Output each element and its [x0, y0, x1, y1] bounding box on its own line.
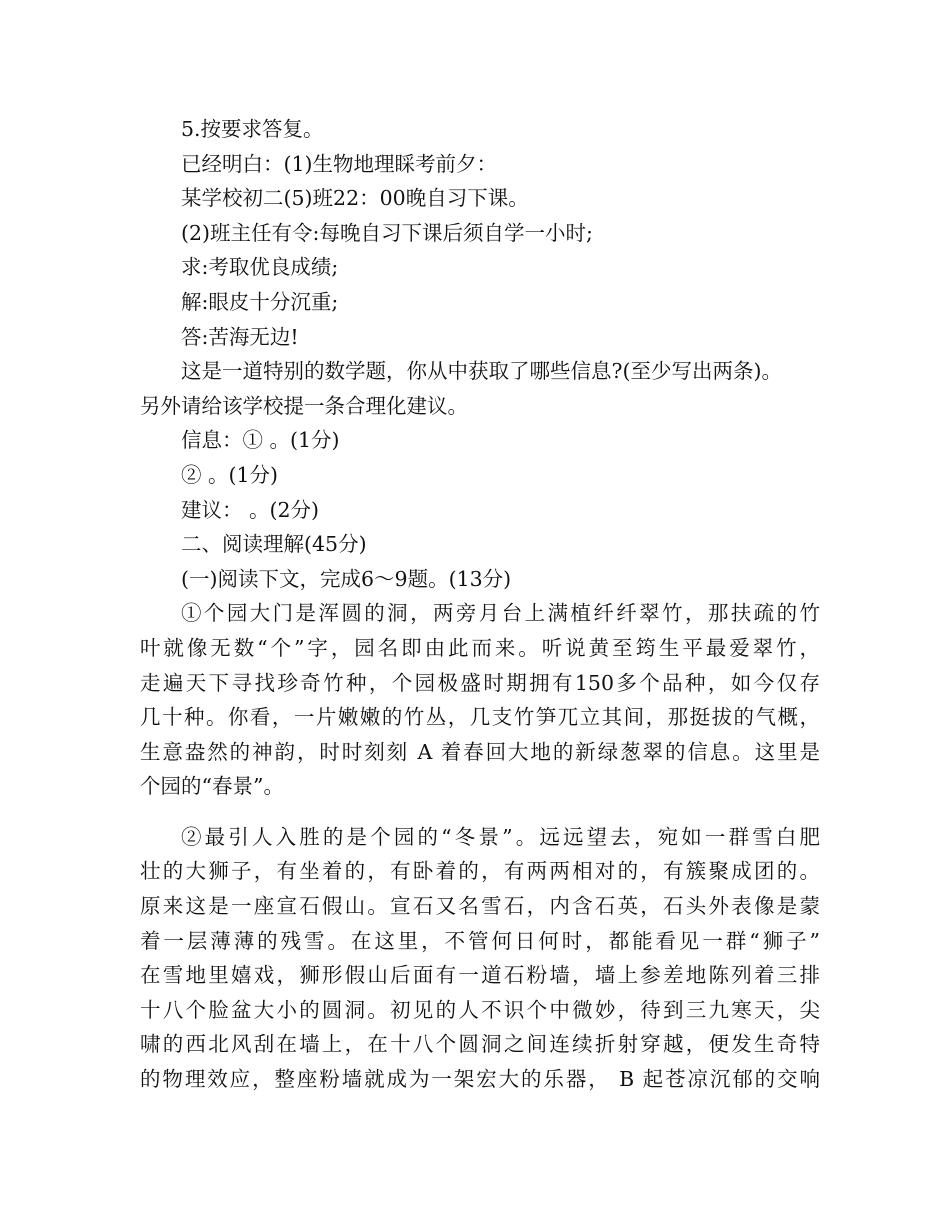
text-line: 二、阅读理解(45分) — [181, 532, 367, 557]
text-line: (2)班主任有令:每晚自习下课后须自学一小时; — [181, 220, 593, 245]
text-line: 某学校初二(5)班22：00晚自习下课。 — [181, 186, 529, 211]
text-line: 走遍天下寻找珍奇竹种，个园极盛时期拥有150多个品种，如今仅存 — [140, 670, 820, 695]
text-line: 生意盎然的神韵，时时刻刻 A 着春回大地的新绿葱翠的信息。这里是 — [140, 739, 820, 764]
text-line: 个园的“春景”。 — [140, 774, 284, 799]
text-line: 啸的西北风刮在墙上，在十八个圆洞之间连续折射穿越，便发生奇特 — [140, 1032, 820, 1057]
text-line: 已经明白：(1)生物地理睬考前夕： — [181, 151, 498, 176]
text-line: 建议： 。(2分) — [181, 497, 320, 522]
text-line: 壮的大狮子，有坐着的，有卧着的，有两两相对的，有簇聚成团的。 — [140, 859, 820, 884]
text-line: 这是一道特别的数学题，你从中获取了哪些信息?(至少写出两条)。 — [181, 359, 782, 384]
text-line: 在雪地里嬉戏，狮形假山后面有一道石粉墙，墙上参差地陈列着三排 — [140, 963, 820, 988]
text-line: ② 。(1分) — [181, 462, 279, 487]
document-body — [140, 112, 820, 1097]
text-line: 信息：① 。(1分) — [181, 428, 340, 453]
text-line: ①个园大门是浑圆的洞，两旁月台上满植纤纤翠竹，那扶疏的竹 — [181, 601, 820, 626]
text-line: 的物理效应，整座粉墙就成为一架宏大的乐器， B 起苍凉沉郁的交响 — [140, 1067, 820, 1092]
text-line: 求:考取优良成绩; — [181, 255, 339, 280]
text-line: 答:苦海无边! — [181, 324, 299, 349]
text-line: 解:眼皮十分沉重; — [181, 289, 339, 314]
paragraph-gap — [140, 804, 820, 820]
text-line: 5.按要求答复。 — [181, 117, 324, 141]
text-line: 十八个脸盆大小的圆洞。初见的人不识个中微妙，待到三九寒天，尖 — [140, 997, 820, 1022]
text-line: (一)阅读下文，完成6～9题。(13分) — [181, 566, 512, 591]
text-line: 另外请给该学校提一条合理化建议。 — [140, 393, 468, 418]
text-line: 原来这是一座宣石假山。宣石又名雪石，内含石英，石头外表像是蒙 — [140, 894, 820, 919]
text-line: ②最引人入胜的是个园的“冬景”。远远望去，宛如一群雪白肥 — [181, 824, 820, 849]
text-line: 着一层薄薄的残雪。在这里，不管何日何时，都能看见一群“狮子” — [140, 928, 820, 953]
text-line: 几十种。你看，一片嫩嫩的竹丛，几支竹笋兀立其间，那挺拔的气概， — [140, 705, 820, 730]
text-line: 叶就像无数“个”字，园名即由此而来。听说黄至筠生平最爱翠竹， — [140, 635, 820, 660]
